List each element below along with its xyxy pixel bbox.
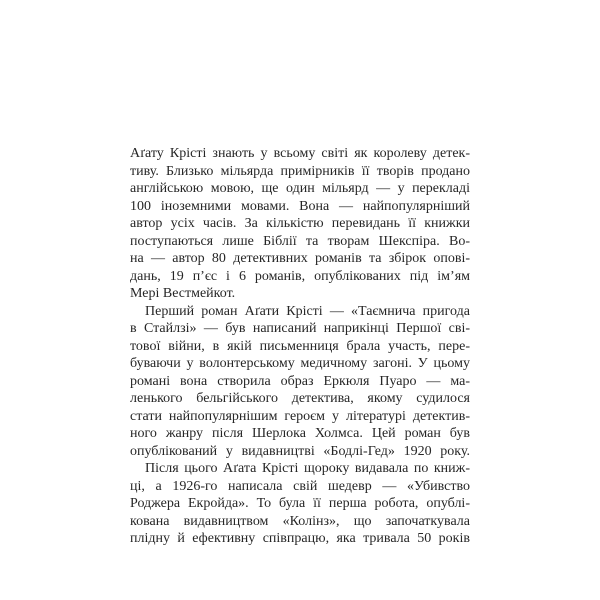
text-line: Аґату Крісті знають у всьому світі як королеву детек- xyxy=(130,146,470,161)
text-line: Перший роман Аґати Крісті — «Таємнича пригода xyxy=(145,303,470,319)
text-line: тової війни, в якій письменниця брала участь, пере- xyxy=(130,338,470,354)
text-line: дань, 19 п’єс і 6 романів, опублікованих під ім’ям xyxy=(130,268,470,284)
text-line: тиву. Близько мільярда примірників її творів продано xyxy=(130,163,470,179)
text-line: Роджера Екройда». То була її перша робота, опублі- xyxy=(130,496,470,511)
paragraph-later-works xyxy=(130,460,470,548)
text-line: поступаються лише Біблії та творам Шекспіра. Во- xyxy=(130,233,470,249)
text-line: ленького бельгійського детектива, якому судилося xyxy=(130,391,470,406)
text-line: ці, а 1926-го написала свій шедевр — «Убивство xyxy=(130,478,470,494)
text-line: автор усіх часів. За кількістю перевидань її книжки xyxy=(130,216,470,231)
text-line: кована видавництвом «Колінз», що започаткувала xyxy=(130,513,470,529)
text-line: стати найпопулярнішим героєм у літературі детектив- xyxy=(130,408,470,424)
text-line: Після цього Аґата Крісті щороку видавала по книж- xyxy=(145,461,470,476)
page-text xyxy=(130,145,470,548)
text-line: англійською мовою, ще один мільярд — у перекладі xyxy=(130,181,470,196)
paragraph-first-novel xyxy=(130,303,470,461)
text-line: буваючи у волонтерському медичному загоні. У цьому xyxy=(130,356,470,371)
paragraph-intro xyxy=(130,145,470,303)
text-line: опублікований у видавництві «Бодлі-Гед» 1920 року. xyxy=(130,443,470,459)
text-line: в Стайлзі» — був написаний наприкінці Першої сві- xyxy=(130,321,470,336)
text-line: романі вона створила образ Еркюля Пуаро — ма- xyxy=(130,373,470,389)
text-line: плідну й ефективну співпрацю, яка тривала 50 років xyxy=(130,531,470,546)
text-line: Мері Вестмейкот. xyxy=(130,286,236,301)
text-line: 100 іноземними мовами. Вона — найпопулярніший xyxy=(130,198,470,214)
text-line: ного жанру після Шерлока Холмса. Цей роман був xyxy=(130,426,470,441)
text-line: на — автор 80 детективних романів та збірок опові- xyxy=(130,251,470,266)
